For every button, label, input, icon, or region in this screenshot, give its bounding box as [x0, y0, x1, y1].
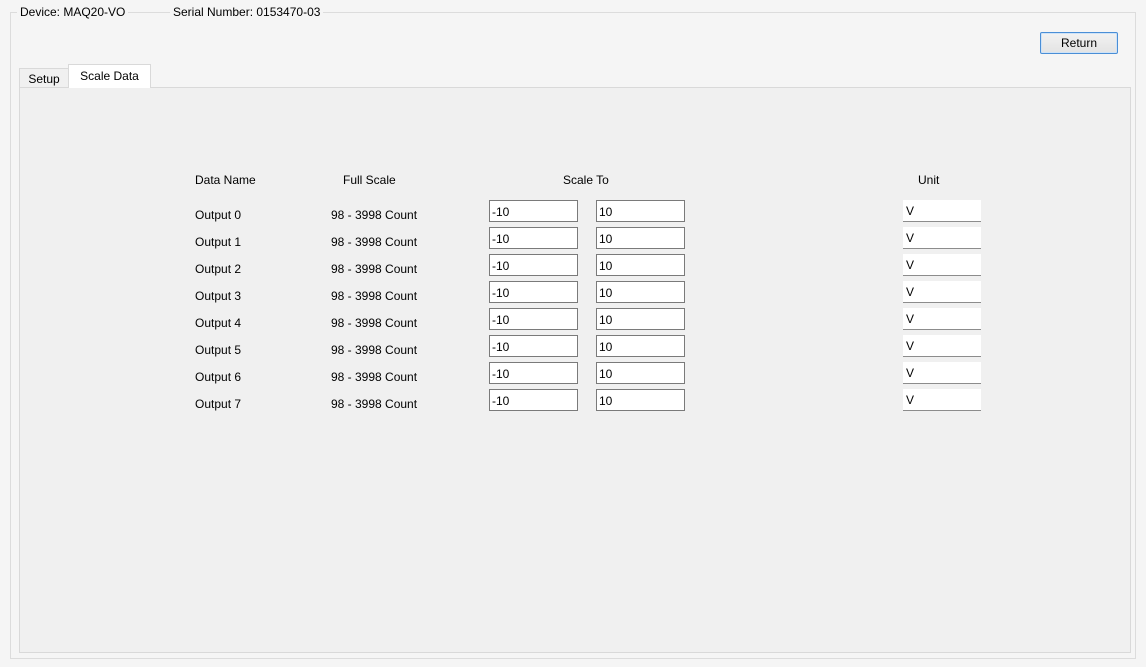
table-row	[0, 389, 1146, 416]
full-scale-cell: 98 - 3998 Count	[331, 208, 418, 222]
scale-from-input[interactable]	[489, 281, 578, 303]
data-name-cell: Output 1	[195, 235, 242, 249]
scale-from-input[interactable]	[489, 389, 578, 411]
return-button[interactable]: Return	[1040, 32, 1118, 54]
tab-scale-data[interactable]: Scale Data	[68, 64, 151, 88]
full-scale-cell: 98 - 3998 Count	[331, 397, 418, 411]
unit-input[interactable]	[903, 227, 981, 249]
scale-from-input[interactable]	[489, 362, 578, 384]
column-header-full-scale: Full Scale	[343, 173, 396, 187]
unit-input[interactable]	[903, 362, 981, 384]
full-scale-cell: 98 - 3998 Count	[331, 235, 418, 249]
scale-to-input[interactable]	[596, 389, 685, 411]
unit-input[interactable]	[903, 281, 981, 303]
scale-from-input[interactable]	[489, 227, 578, 249]
table-row	[0, 227, 1146, 254]
column-header-data-name: Data Name	[195, 173, 256, 187]
data-name-cell: Output 0	[195, 208, 242, 222]
data-name-cell: Output 3	[195, 289, 242, 303]
data-name-cell: Output 5	[195, 343, 242, 357]
unit-input[interactable]	[903, 389, 981, 411]
scale-from-input[interactable]	[489, 335, 578, 357]
unit-input[interactable]	[903, 200, 981, 222]
column-header-scale-to: Scale To	[563, 173, 609, 187]
table-row	[0, 335, 1146, 362]
scale-to-input[interactable]	[596, 362, 685, 384]
tab-setup[interactable]: Setup	[19, 68, 69, 88]
column-header-unit: Unit	[918, 173, 940, 187]
scale-from-input[interactable]	[489, 200, 578, 222]
full-scale-cell: 98 - 3998 Count	[331, 370, 418, 384]
data-name-cell: Output 4	[195, 316, 242, 330]
table-row	[0, 308, 1146, 335]
table-row	[0, 254, 1146, 281]
full-scale-cell: 98 - 3998 Count	[331, 289, 418, 303]
unit-input[interactable]	[903, 335, 981, 357]
table-row	[0, 281, 1146, 308]
table-row	[0, 362, 1146, 389]
data-name-cell: Output 6	[195, 370, 242, 384]
full-scale-cell: 98 - 3998 Count	[331, 316, 418, 330]
scale-to-input[interactable]	[596, 308, 685, 330]
full-scale-cell: 98 - 3998 Count	[331, 262, 418, 276]
scale-to-input[interactable]	[596, 200, 685, 222]
scale-to-input[interactable]	[596, 227, 685, 249]
scale-to-input[interactable]	[596, 335, 685, 357]
scale-from-input[interactable]	[489, 254, 578, 276]
serial-number-label: Serial Number: 0153470-03	[170, 5, 323, 19]
unit-input[interactable]	[903, 254, 981, 276]
scale-from-input[interactable]	[489, 308, 578, 330]
unit-input[interactable]	[903, 308, 981, 330]
data-name-cell: Output 7	[195, 397, 242, 411]
full-scale-cell: 98 - 3998 Count	[331, 343, 418, 357]
device-label: Device: MAQ20-VO	[17, 5, 128, 19]
scale-to-input[interactable]	[596, 281, 685, 303]
scale-to-input[interactable]	[596, 254, 685, 276]
data-name-cell: Output 2	[195, 262, 242, 276]
table-row	[0, 200, 1146, 227]
